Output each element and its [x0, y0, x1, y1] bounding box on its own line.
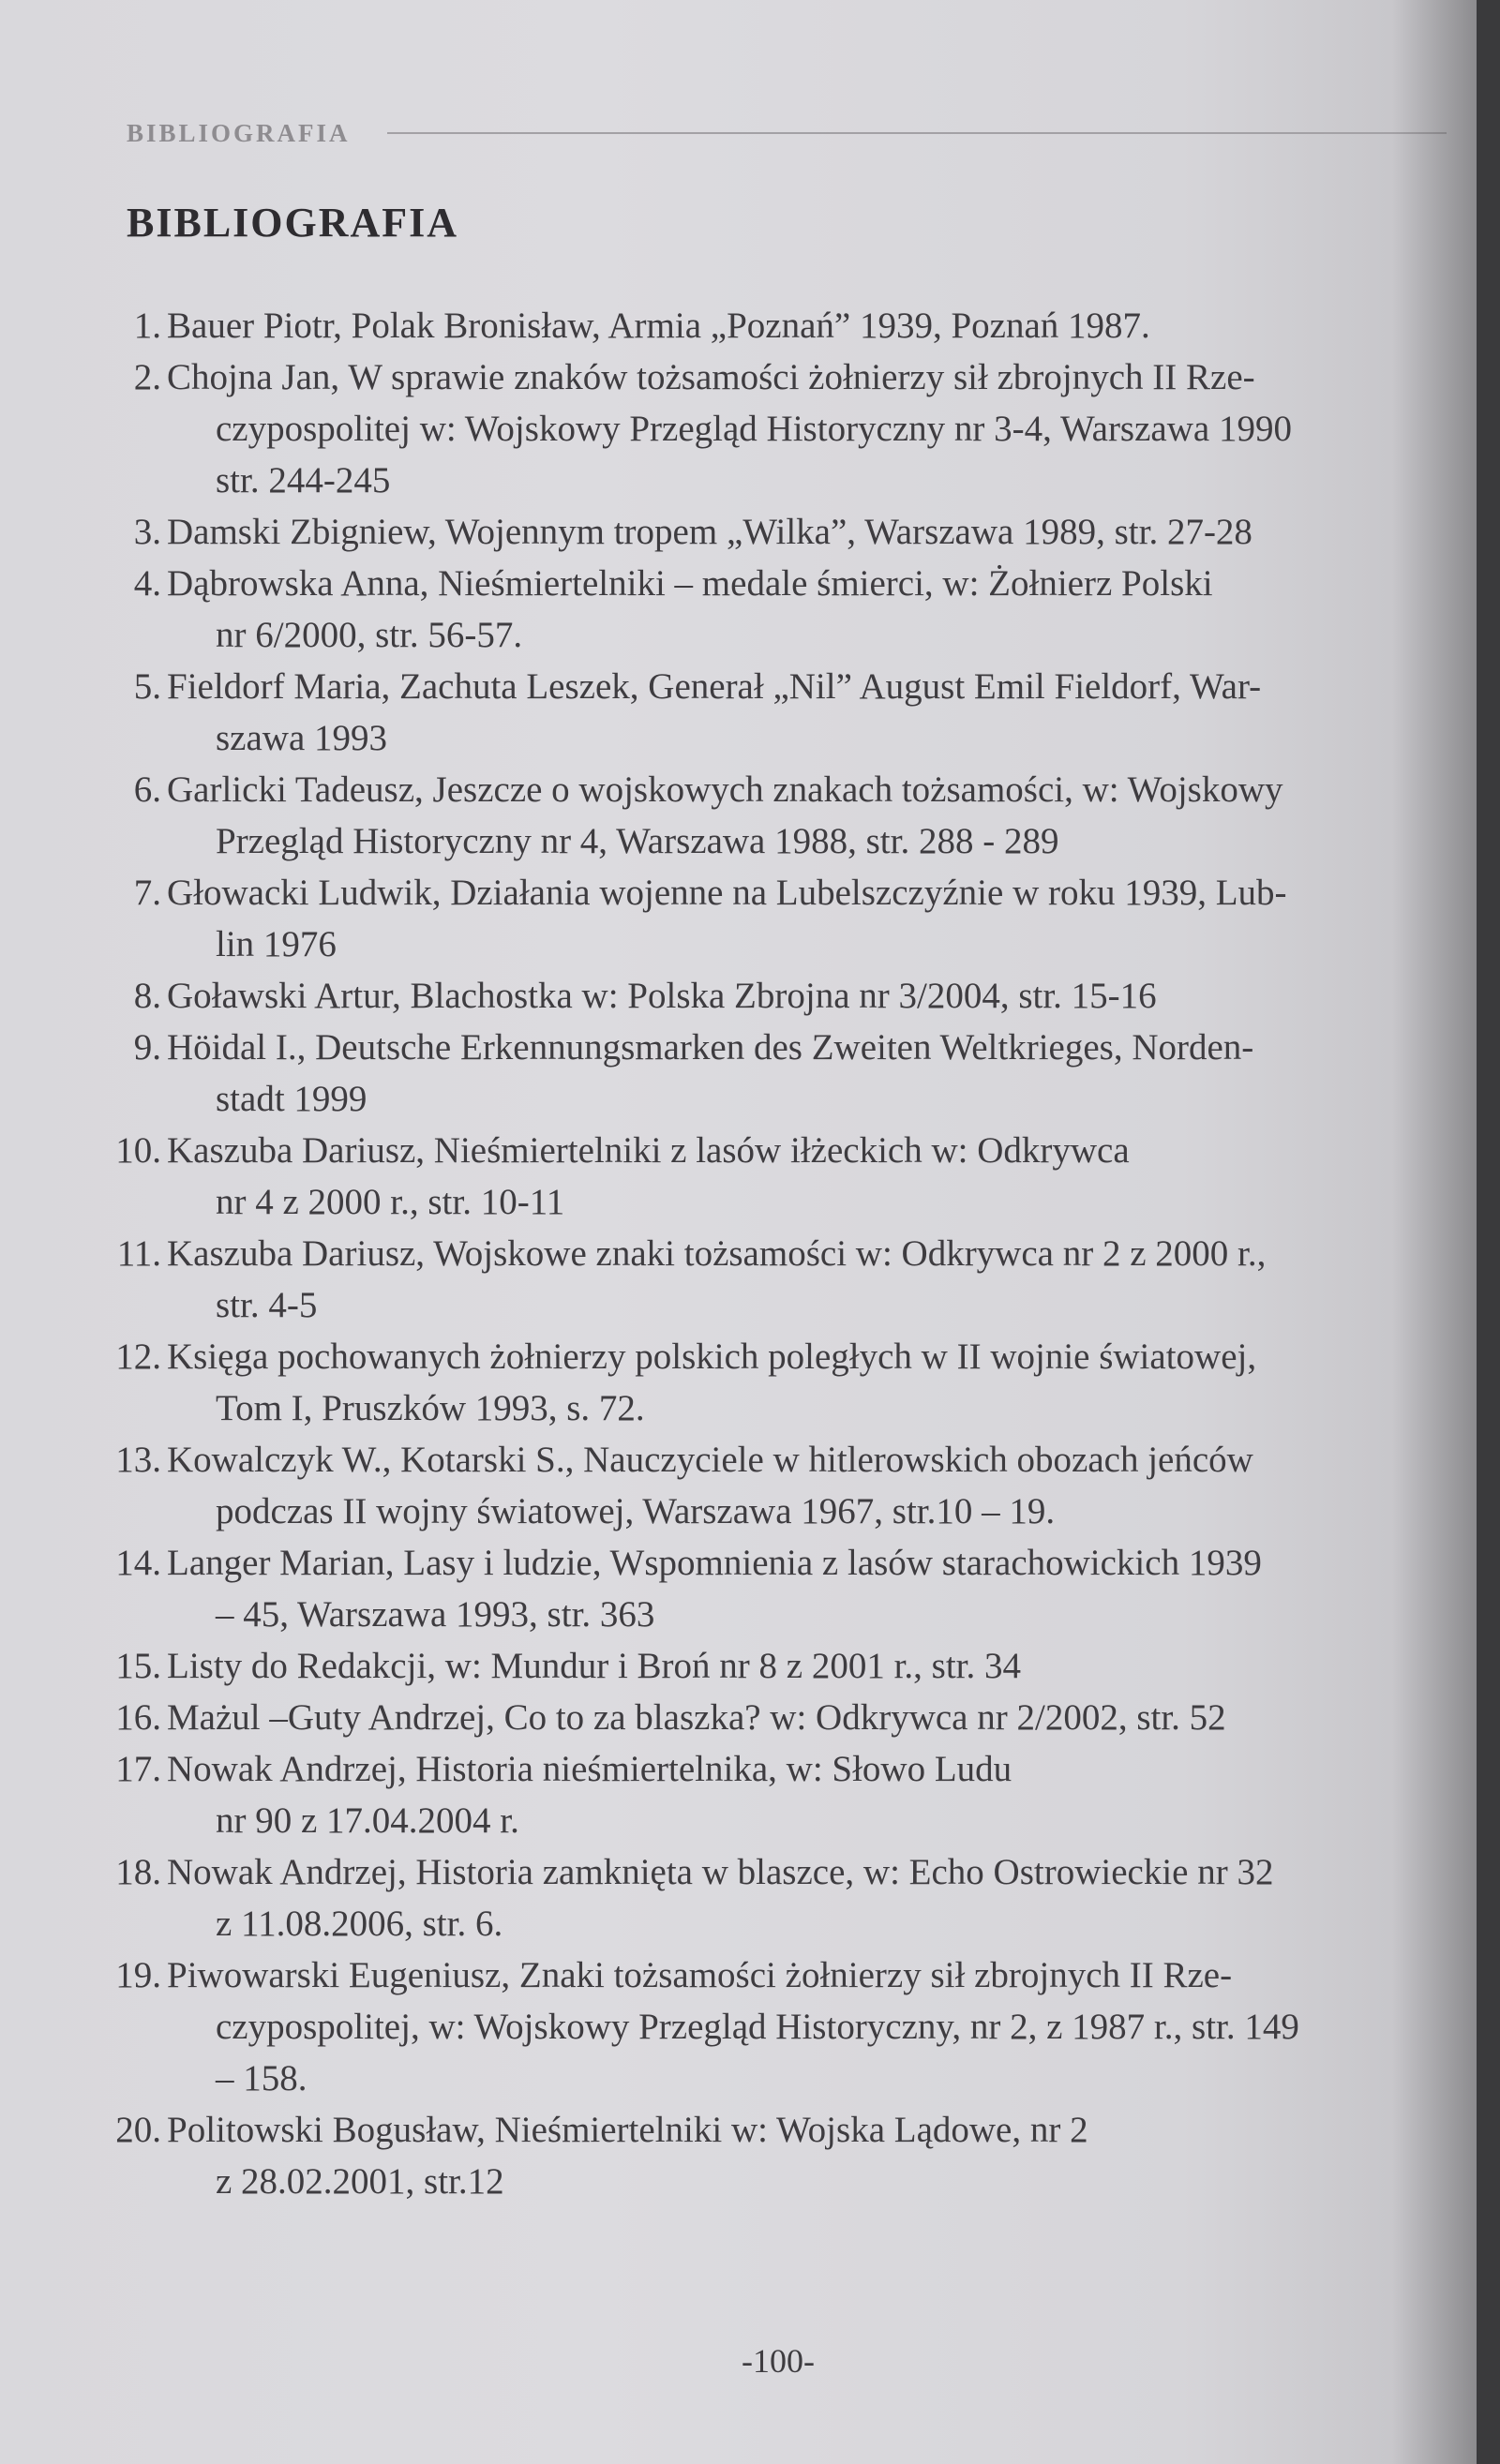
- entry-text: Księga pochowanych żołnierzy polskich poległych w II wojnie światowej,: [167, 1337, 1257, 1377]
- entry-text: Głowacki Ludwik, Działania wojenne na Lubelszczyźnie w roku 1939, Lub-: [167, 873, 1287, 913]
- entry-text: Bauer Piotr, Polak Bronisław, Armia „Poznań” 1939, Poznań 1987.: [167, 306, 1150, 346]
- bibliography-entry: [94, 1022, 1428, 1125]
- running-header: [127, 119, 1477, 157]
- entry-number: 16.: [115, 1697, 161, 1738]
- entry-text: Damski Zbigniew, Wojennym tropem „Wilka”, Warszawa 1989, str. 27-28: [167, 512, 1252, 552]
- entry-number: 14.: [115, 1543, 161, 1583]
- bibliography-entry: [94, 506, 1428, 558]
- entry-text: Piwowarski Eugeniusz, Znaki tożsamości żołnierzy sił zbrojnych II Rze-: [167, 1955, 1233, 1995]
- bibliography-entry: [94, 1743, 1428, 1846]
- entry-text-continuation: czypospolitej, w: Wojskowy Przegląd Historyczny, nr 2, z 1987 r., str. 149: [216, 2007, 1299, 2047]
- entry-text: Fieldorf Maria, Zachuta Leszek, Generał „Nil” August Emil Fieldorf, War-: [167, 666, 1262, 707]
- entry-text: Nowak Andrzej, Historia zamknięta w blaszce, w: Echo Ostrowieckie nr 32: [167, 1852, 1274, 1892]
- entry-number: 4.: [133, 563, 161, 604]
- entry-text: Garlicki Tadeusz, Jeszcze o wojskowych znakach tożsamości, w: Wojskowy: [167, 769, 1283, 810]
- bibliography-entry: [94, 1692, 1428, 1743]
- entry-text-continuation: str. 4-5: [216, 1285, 318, 1325]
- entry-text: Politowski Bogusław, Nieśmiertelniki w: Wojska Lądowe, nr 2: [167, 2110, 1088, 2150]
- bibliography-entry: [94, 1331, 1428, 1434]
- entry-text-continuation: nr 4 z 2000 r., str. 10-11: [216, 1182, 565, 1222]
- entry-text: Langer Marian, Lasy i ludzie, Wspomnienia z lasów starachowickich 1939: [167, 1543, 1262, 1583]
- bibliography-entry: [94, 300, 1428, 351]
- bibliography-entry: [94, 1949, 1428, 2104]
- bibliography-entry: [94, 2104, 1428, 2207]
- section-title: BIBLIOGRAFIA: [127, 200, 459, 246]
- entry-number: 3.: [133, 512, 161, 552]
- binding-shadow: [1392, 0, 1477, 2464]
- entry-text-continuation: podczas II wojny światowej, Warszawa 1967, str.10 – 19.: [216, 1491, 1056, 1531]
- entry-text: Kowalczyk W., Kotarski S., Nauczyciele w hitlerowskich obozach jeńców: [167, 1440, 1253, 1480]
- running-header-label: BIBLIOGRAFIA: [127, 119, 351, 147]
- bibliography-entry: [94, 1846, 1428, 1949]
- bibliography-list: [94, 300, 1453, 2207]
- bibliography-entry: [94, 1125, 1428, 1228]
- entry-number: 6.: [133, 769, 161, 810]
- entry-number: 15.: [115, 1646, 161, 1686]
- entry-number: 12.: [115, 1337, 161, 1377]
- entry-text-continuation: z 11.08.2006, str. 6.: [216, 1904, 503, 1944]
- entry-text-continuation: nr 6/2000, str. 56-57.: [216, 615, 523, 655]
- entry-text-continuation: z 28.02.2001, str.12: [216, 2161, 504, 2202]
- bibliography-entry: [94, 1228, 1428, 1331]
- entry-number: 2.: [133, 357, 161, 397]
- bibliography-entry: [94, 661, 1428, 764]
- entry-number: 19.: [115, 1955, 161, 1995]
- entry-text: Dąbrowska Anna, Nieśmiertelniki – medale śmierci, w: Żołnierz Polski: [167, 563, 1213, 604]
- entry-text-continuation: szawa 1993: [216, 718, 388, 758]
- entry-text: Chojna Jan, W sprawie znaków tożsamości żołnierzy sił zbrojnych II Rze-: [167, 357, 1255, 397]
- bibliography-entry: [94, 1537, 1428, 1640]
- entry-number: 11.: [116, 1233, 161, 1274]
- entry-text-continuation: – 158.: [216, 2058, 308, 2098]
- header-rule: [387, 132, 1447, 134]
- entry-text: Nowak Andrzej, Historia nieśmiertelnika, w: Słowo Ludu: [167, 1749, 1012, 1789]
- bibliography-entry: [94, 970, 1428, 1022]
- entry-text: Kaszuba Dariusz, Nieśmiertelniki z lasów iłżeckich w: Odkrywca: [167, 1130, 1130, 1171]
- entry-number: 9.: [133, 1027, 161, 1068]
- entry-number: 1.: [133, 306, 161, 346]
- entry-text: Höidal I., Deutsche Erkennungsmarken des Zweiten Weltkrieges, Norden-: [167, 1027, 1254, 1068]
- entry-number: 13.: [115, 1440, 161, 1480]
- bibliography-entry: [94, 558, 1428, 661]
- bibliography-entry: [94, 1434, 1428, 1537]
- bibliography-entry: [94, 351, 1428, 506]
- entry-text-continuation: str. 244-245: [216, 460, 391, 500]
- entry-text: Kaszuba Dariusz, Wojskowe znaki tożsamości w: Odkrywca nr 2 z 2000 r.,: [167, 1233, 1267, 1274]
- entry-number: 10.: [115, 1130, 161, 1171]
- entry-text: Listy do Redakcji, w: Mundur i Broń nr 8 z 2001 r., str. 34: [167, 1646, 1022, 1686]
- bibliography-entry: [94, 867, 1428, 970]
- entry-text-continuation: Tom I, Pruszków 1993, s. 72.: [216, 1388, 645, 1428]
- entry-text-continuation: Przegląd Historyczny nr 4, Warszawa 1988, str. 288 - 289: [216, 821, 1059, 861]
- page-number: -100-: [742, 2342, 815, 2380]
- bibliography-entry: [94, 1640, 1428, 1692]
- bibliography-entry: [94, 764, 1428, 867]
- entry-text-continuation: – 45, Warszawa 1993, str. 363: [216, 1594, 655, 1635]
- entry-text-continuation: czypospolitej w: Wojskowy Przegląd Historyczny nr 3-4, Warszawa 1990: [216, 409, 1292, 449]
- entry-number: 20.: [115, 2110, 161, 2150]
- entry-text-continuation: lin 1976: [216, 924, 337, 964]
- entry-text-continuation: nr 90 z 17.04.2004 r.: [216, 1800, 519, 1841]
- entry-number: 5.: [133, 666, 161, 707]
- entry-number: 8.: [133, 976, 161, 1016]
- entry-number: 17.: [115, 1749, 161, 1789]
- entry-text: Goławski Artur, Blachostka w: Polska Zbrojna nr 3/2004, str. 15-16: [167, 976, 1157, 1016]
- entry-number: 7.: [133, 873, 161, 913]
- entry-number: 18.: [115, 1852, 161, 1892]
- entry-text: Mażul –Guty Andrzej, Co to za blaszka? w: Odkrywca nr 2/2002, str. 52: [167, 1697, 1226, 1738]
- entry-text-continuation: stadt 1999: [216, 1079, 368, 1119]
